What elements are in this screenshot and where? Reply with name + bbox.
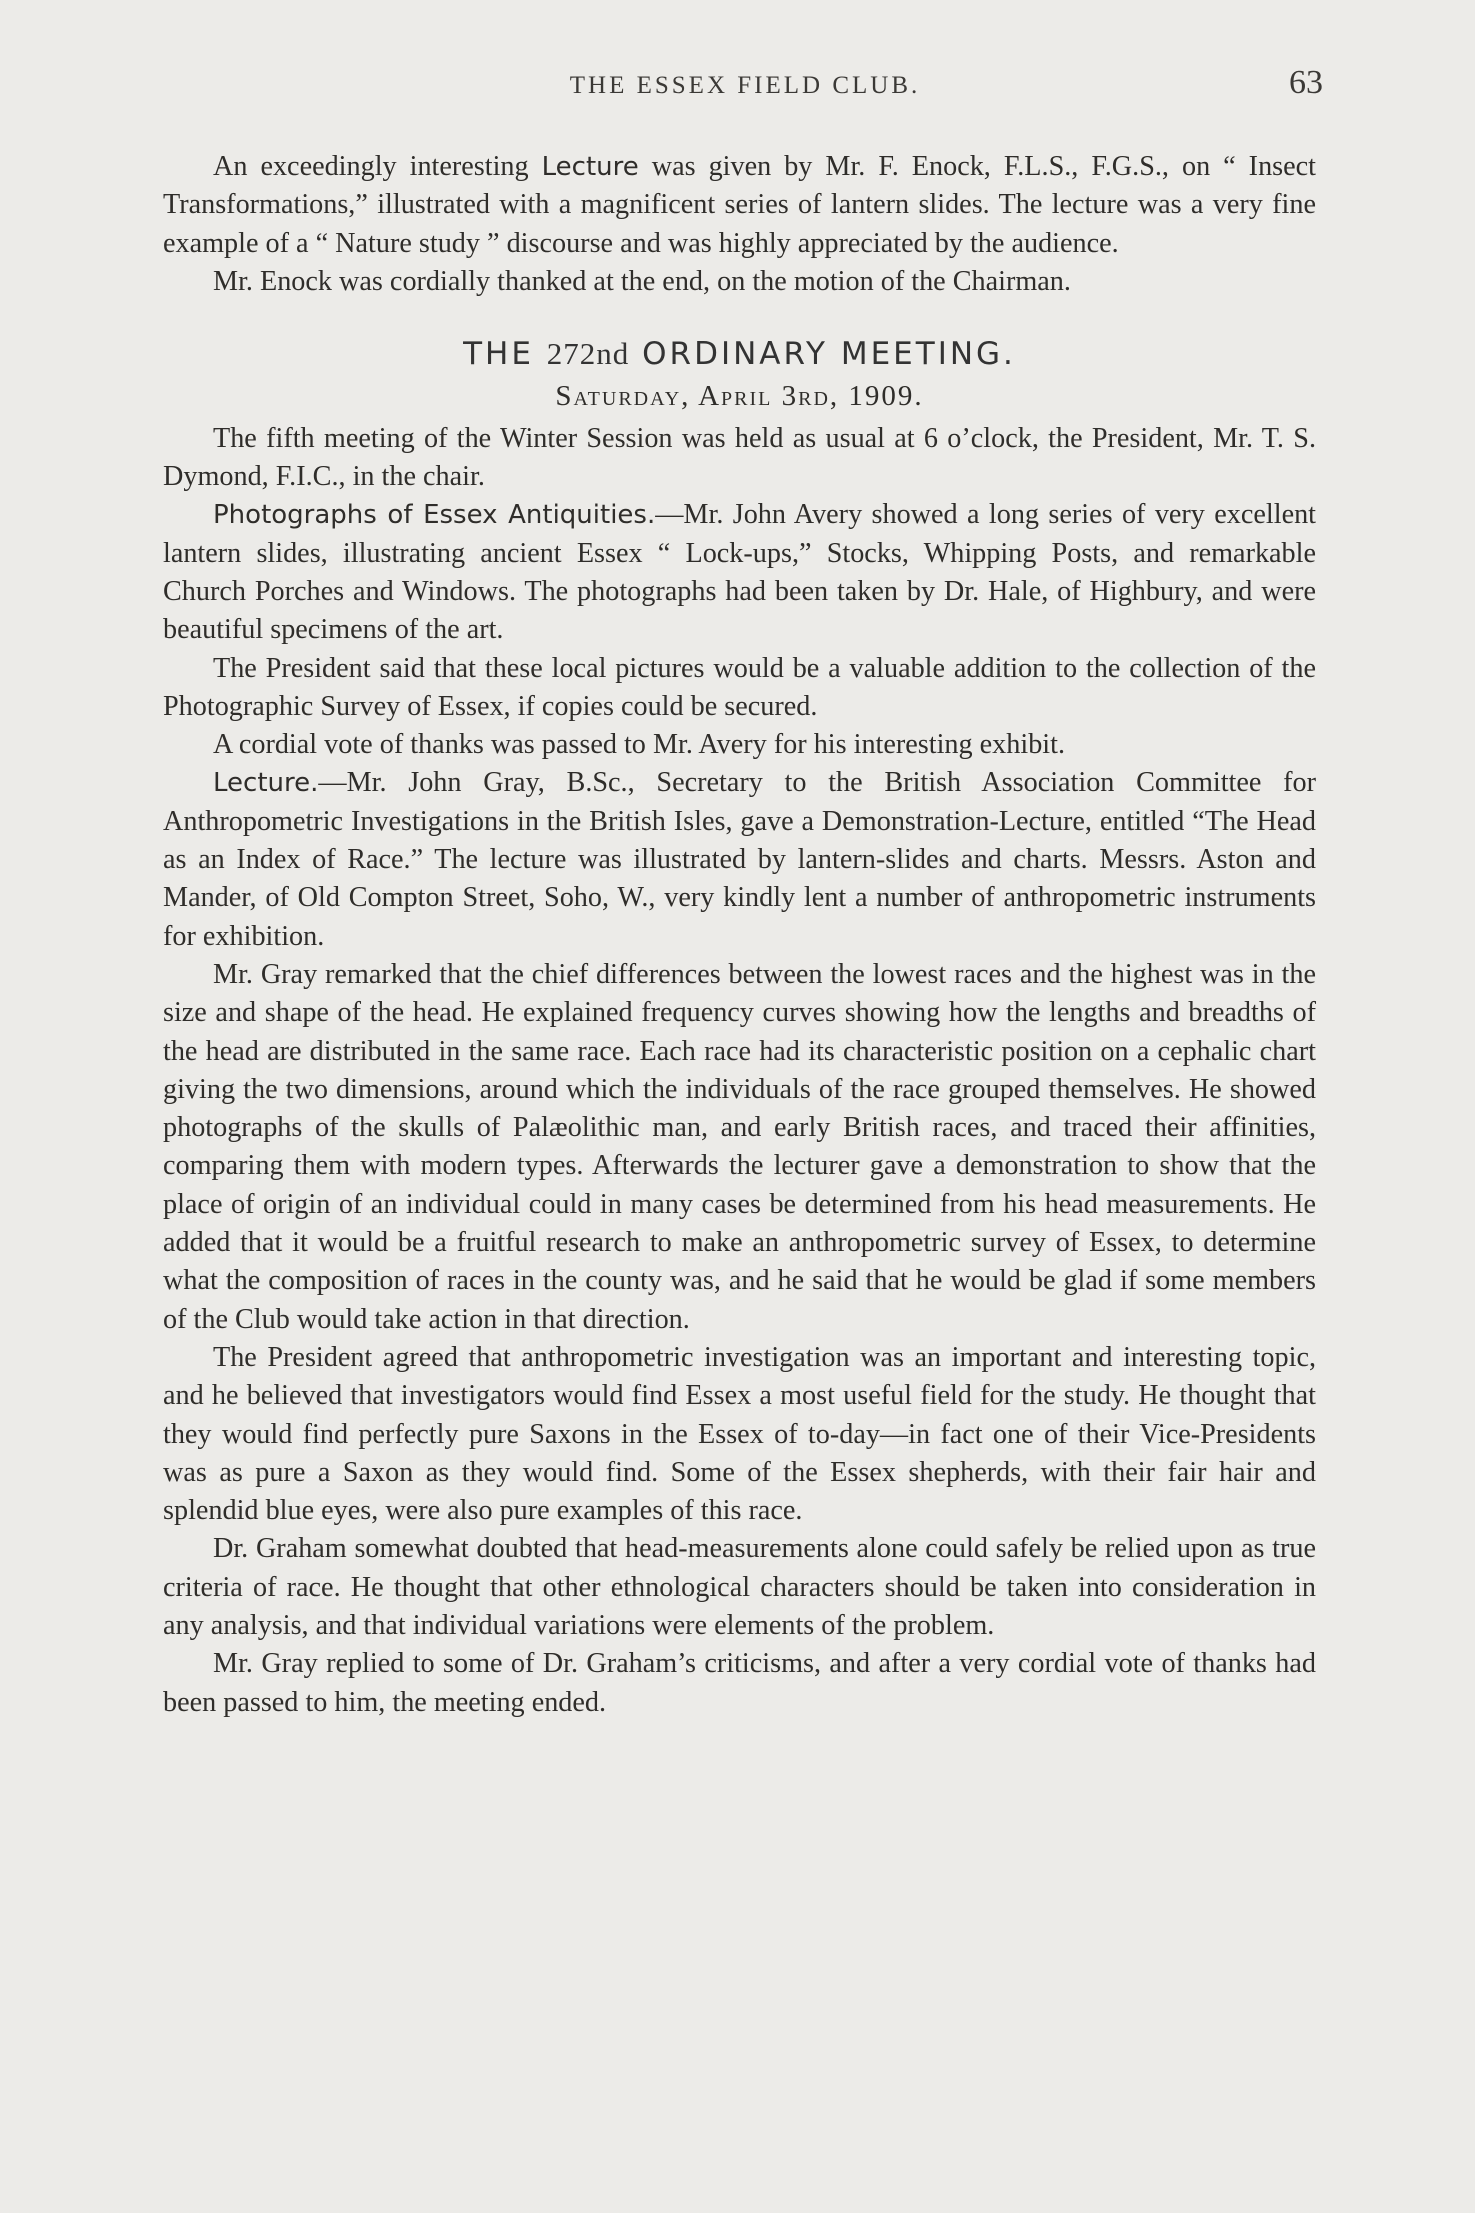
lecture-run-in-title: Lecture [541,152,639,182]
running-head: THE ESSEX FIELD CLUB. [569,72,921,99]
page-number: 63 [1289,64,1323,101]
text-run: —Mr. John Gray, B.Sc., Secretary to the British Association Committee for Anthropometric Investigations in the British Isles, gave a Demonstration-Lecture, entitled “The Head as an Index of Race.” The lecture was illustrated by lantern-slides and charts. Messrs. Aston and Mander, of Old Compton Street, Soho, W., very kindly lent a number of anthropometric instruments for exhibition. [163,767,1316,952]
paragraph-enock-thanks: Mr. Enock was cordially thanked at the end, on the motion of the Chairman. [213,265,1071,297]
meeting-date: Saturday, April 3rd, 1909. [555,380,924,413]
paragraph-fifth-meeting: The fifth meeting of the Winter Session was held as usual at 6 o’clock, the President, Mr. T. S. Dymond, F.I.C., in the chair. [163,422,1316,493]
paragraph-avery-thanks: A cordial vote of thanks was passed to Mr. Avery for his interesting exhibit. [213,729,1065,761]
body-text [163,148,1316,1722]
heading-rest: ORDINARY MEETING. [642,336,1016,373]
paragraph-photographs [163,496,1316,649]
paragraph-gray-lecture [163,764,1316,955]
paragraph-president-agreed: The President agreed that anthropometric investigation was an important and interesting topic, and he believed that investigators would find Essex a most useful field for the study. He thought that they would find perfectly pure Saxons in the Essex of to-day—in fact one of their Vice-Presidents was as pure a Saxon as they would find. Some of the Essex shepherds, with their fair hair and splendid blue eyes, were also pure examples of this race. [163,1341,1316,1527]
page-header [165,64,1325,108]
text-run: —Mr. John Avery showed a long series of very excellent lantern slides, illustrating ancient Essex “ Lock-ups,” Stocks, Whipping Posts, and remarkable Church Porches and Windows. The photographs had been taken by Dr. Hale, of Highbury, and were beautiful specimens of the art. [163,499,1317,646]
paragraph-graham-doubt: Dr. Graham somewhat doubted that head-measurements alone could safely be relied upon as true criteria of race. He thought that other ethnological characters should be taken into consideration in any analysis, and that individual variations were elements of the problem. [163,1533,1316,1641]
paragraph-gray-reply: Mr. Gray replied to some of Dr. Graham’s criticisms, and after a very cordial vote of thanks had been passed to him, the meeting ended. [163,1648,1316,1718]
paragraph-gray-remarks: Mr. Gray remarked that the chief differences between the lowest races and the highest was in the size and shape of the head. He explained frequency curves showing how the lengths and breadths of the head are distributed in the same race. Each race had its characteristic position on a cephalic chart giving the two dimensions, around which the individuals of the race grouped themselves. He showed photographs of the skulls of Palæolithic man, and early British races, and traced their affinities, comparing them with modern types. Afterwards the lecturer gave a demonstration to show that the place of origin of an individual could in many cases be determined from his head measurements. He added that it would be a fruitful research to make an anthropometric survey of Essex, to determine what the composition of races in the county was, and he said that he would be glad if some members of the Club would take action in that direction. [163,958,1316,1335]
text-run: was given by Mr. F. Enock, F.L.S., F.G.S., on “ Insect Transformations,” illustrated with a magnificent series of lantern slides. The lecture was a very fine example of a “ Nature study ” discourse and was highly appreciated by the audience. [163,151,1316,259]
heading-the: THE [463,336,534,373]
paragraph-president-survey: The President said that these local pictures would be a valuable addition to the collection of the Photographic Survey of Essex, if copies could be secured. [163,652,1316,722]
heading-ordinal: 272nd [546,336,630,372]
paragraph-enock-lecture [163,148,1316,263]
meeting-heading [163,335,1316,373]
lecture-run-in-title-2: Lecture. [213,768,319,799]
photographs-run-in-title: Photographs of Essex Antiquities. [213,500,656,531]
text-run: An exceedingly interesting [213,151,542,182]
